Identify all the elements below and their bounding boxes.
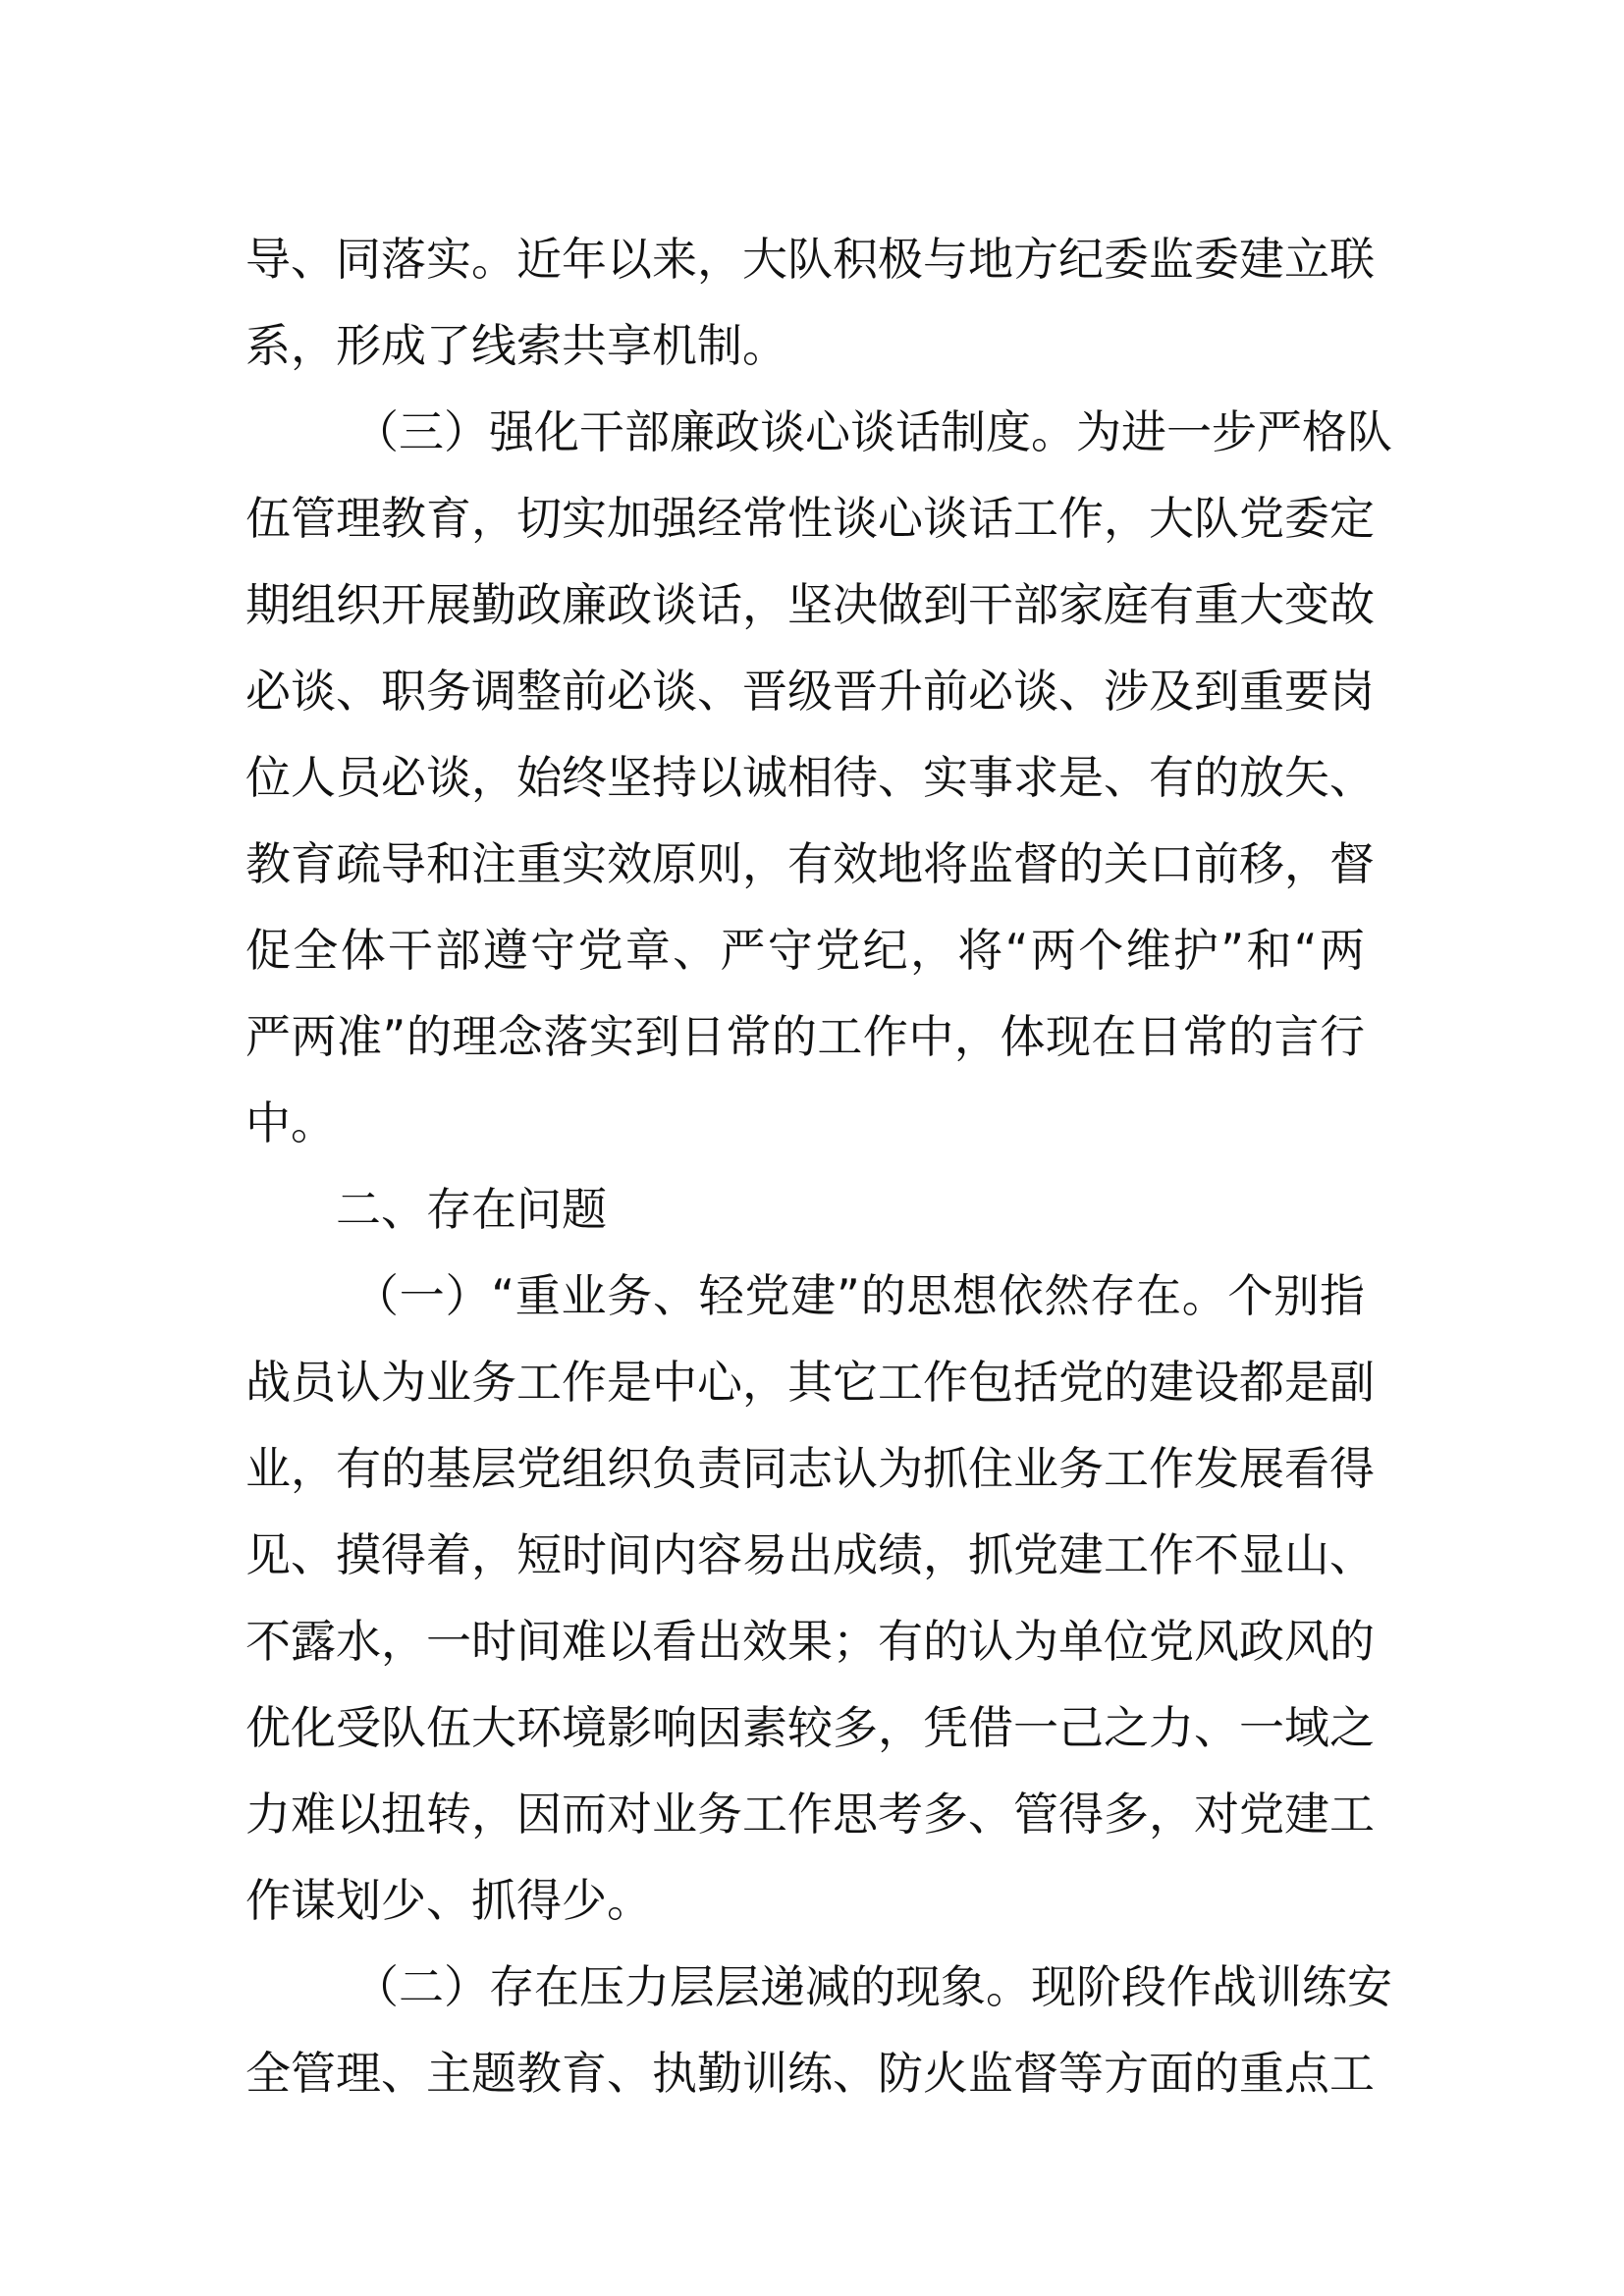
text-line: 期组织开展勤政廉政谈话，坚决做到干部家庭有重大变故 (245, 578, 1375, 631)
text-line: 位人员必谈，始终坚持以诚相待、实事求是、有的放矢、 (245, 751, 1375, 804)
subsection-heading-2: （二）存在压力层层递减的现象。现阶段作战训练安 (353, 1960, 1392, 2013)
text-line: 力难以扭转，因而对业务工作思考多、管得多，对党建工 (245, 1788, 1375, 1841)
section-heading-2: 二、存在问题 (336, 1183, 607, 1236)
text-line: 战员认为业务工作是中心，其它工作包括党的建设都是副 (245, 1356, 1375, 1409)
text-line: 不露水，一时间难以看出效果；有的认为单位党风政风的 (245, 1615, 1375, 1668)
text-line: 教育疏导和注重实效原则，有效地将监督的关口前移，督 (245, 837, 1375, 890)
text-line: 严两准”的理念落实到日常的工作中，体现在日常的言行 (245, 1010, 1365, 1063)
text-line: 业，有的基层党组织负责同志认为抓住业务工作发展看得 (245, 1442, 1375, 1495)
text-line: 促全体干部遵守党章、严守党纪，将“两个维护”和“两 (245, 924, 1365, 977)
text-line: 优化受队伍大环境影响因素较多，凭借一己之力、一域之 (245, 1701, 1375, 1754)
body-text (245, 216, 1392, 2116)
section-heading-3: （三）强化干部廉政谈心谈话制度。为进一步严格队 (353, 405, 1392, 458)
text-line: 系，形成了线索共享机制。 (245, 319, 787, 372)
subsection-heading-1: （一）“重业务、轻党建”的思想依然存在。个别指 (353, 1269, 1365, 1322)
text-line: 作谋划少、抓得少。 (245, 1874, 652, 1927)
text-line: 见、摸得着，短时间内容易出成绩，抓党建工作不显山、 (245, 1528, 1375, 1581)
text-line: 中。 (245, 1096, 336, 1149)
text-line: 导、同落实。近年以来，大队积极与地方纪委监委建立联 (245, 233, 1375, 286)
text-line: 全管理、主题教育、执勤训练、防火监督等方面的重点工 (245, 2047, 1375, 2100)
text-line: 伍管理教育，切实加强经常性谈心谈话工作，大队党委定 (245, 492, 1375, 545)
text-line: 必谈、职务调整前必谈、晋级晋升前必谈、涉及到重要岗 (245, 665, 1375, 718)
